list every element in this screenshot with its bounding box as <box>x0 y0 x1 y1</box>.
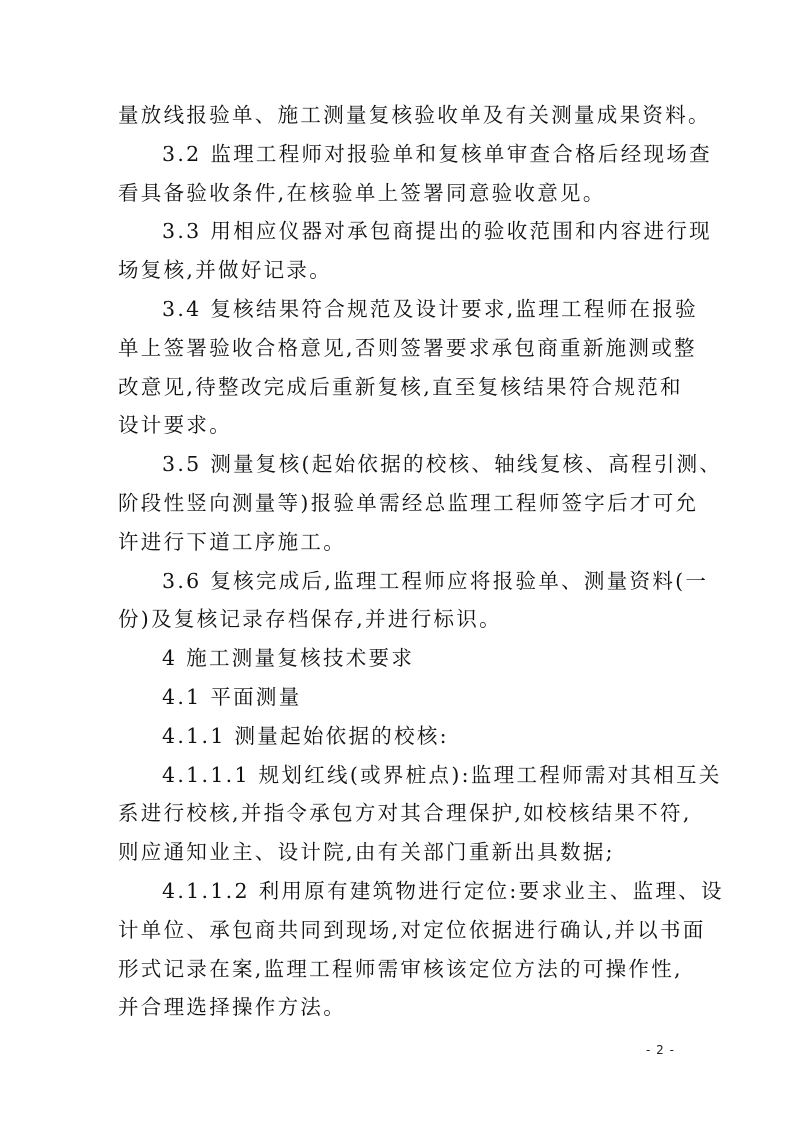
text-line: 系进行校核,并指令承包方对其合理保护,如校核结果不符, <box>118 801 692 826</box>
document-body <box>118 96 724 1027</box>
text-line: 改意见,待整改完成后重新复核,直至复核结果符合规范和 <box>118 374 683 399</box>
text-line: 计单位、承包商共同到现场,对定位依据进行确认,并以书面 <box>118 917 706 942</box>
text-line: 设计要求。 <box>118 413 232 438</box>
text-line: 3.5 测量复核(起始依据的校核、轴线复核、高程引测、 <box>162 452 723 477</box>
text-line: 则应通知业主、设计院,由有关部门重新出具数据; <box>118 840 615 865</box>
text-line: 3.2 监理工程师对报验单和复核单审查合格后经现场查 <box>162 141 712 166</box>
text-line: 4.1.1.1 规划红线(或界桩点):监理工程师需对其相互关 <box>162 762 722 787</box>
text-line: 并合理选择操作方法。 <box>118 995 346 1020</box>
text-line: 3.4 复核结果符合规范及设计要求,监理工程师在报验 <box>162 296 698 321</box>
text-line: 量放线报验单、施工测量复核验收单及有关测量成果资料。 <box>118 103 711 127</box>
subsection-heading: 4.1 平面测量 <box>162 684 302 709</box>
section-heading: 4 施工测量复核技术要求 <box>162 646 415 671</box>
text-line: 3.3 用相应仪器对承包商提出的验收范围和内容进行现 <box>162 219 712 244</box>
text-line: 4.1.1.2 利用原有建筑物进行定位:要求业主、监理、设 <box>162 878 724 903</box>
text-line: 看具备验收条件,在核验单上签署同意验收意见。 <box>118 180 606 205</box>
text-line: 场复核,并做好记录。 <box>118 258 333 283</box>
text-line: 份)及复核记录存档保存,并进行标识。 <box>118 607 502 632</box>
text-line: 3.6 复核完成后,监理工程师应将报验单、测量资料(一 <box>162 568 709 593</box>
text-line: 形式记录在案,监理工程师需审核该定位方法的可操作性, <box>118 956 683 981</box>
text-line: 许进行下道工序施工。 <box>118 529 346 554</box>
page-number: - 2 - <box>646 1043 675 1057</box>
text-line: 阶段性竖向测量等)报验单需经总监理工程师签字后才可允 <box>118 490 699 515</box>
subsection-heading: 4.1.1 测量起始依据的校核: <box>162 723 449 748</box>
text-line: 单上签署验收合格意见,否则签署要求承包商重新施测或整 <box>118 335 697 360</box>
